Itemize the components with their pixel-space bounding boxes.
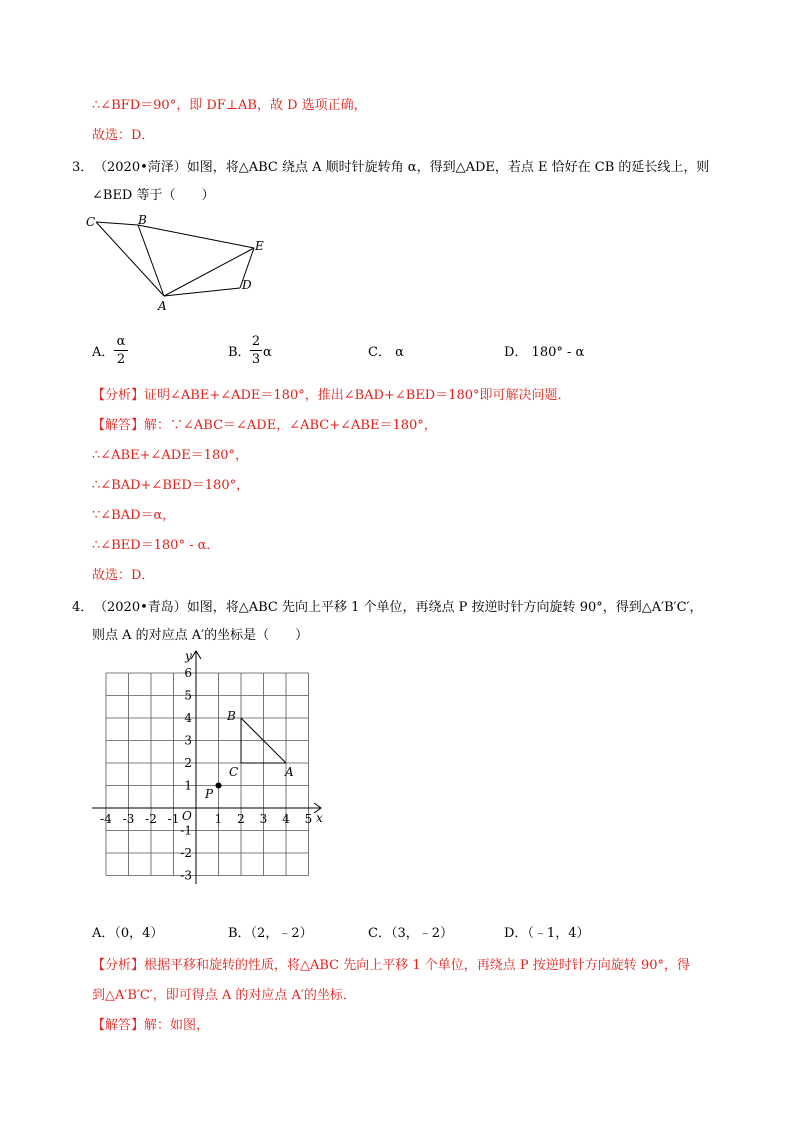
y-tick: 4 <box>184 711 192 725</box>
segment-cb <box>96 222 138 225</box>
q3-solution-3: ∴∠BAD+∠BED＝180°， <box>92 478 250 493</box>
y-tick: 6 <box>184 666 192 680</box>
q4-analysis-line2: 到△A′B′C′，即可得点 A 的对应点 A′的坐标． <box>92 988 356 1003</box>
q3-option-b-label: B． <box>228 345 251 360</box>
q3-option-a-label: A． <box>92 345 115 360</box>
q4-option-b: B．（2，﹣2） <box>228 926 313 941</box>
q3-option-b-tail: α <box>263 345 272 360</box>
x-tick: 5 <box>304 812 313 826</box>
segment-ba <box>138 225 164 296</box>
segment-ad <box>164 288 240 296</box>
x-tick: -4 <box>100 812 112 826</box>
prev-conclusion: ∴∠BFD＝90°，即 DF⊥AB，故 D 选项正确， <box>92 98 367 113</box>
q3-option-d: D． 180° - α <box>504 345 585 360</box>
q3-analysis: 【分析】证明∠ABE+∠ADE＝180°，推出∠BAD+∠BED＝180°即可解决问题． <box>92 388 571 403</box>
x-tick-labels <box>100 812 312 826</box>
x-tick: -3 <box>122 812 135 826</box>
q4-stem-line1: （2020•青岛）如图，将△ABC 先向上平移 1 个单位，再绕点 P 按逆时针方向旋转 90°，得到△A′B′C′， <box>94 600 703 615</box>
fraction-numerator: α <box>116 334 126 349</box>
y-tick: 2 <box>184 756 192 770</box>
fraction-numerator: 2 <box>251 334 261 349</box>
q3-figure <box>82 210 282 315</box>
label-e: E <box>255 239 264 253</box>
q3-option-a-fraction <box>114 334 128 367</box>
label-x-axis: x <box>316 811 323 825</box>
segment-ae <box>164 248 254 296</box>
q4-option-a: A．（0，4） <box>92 926 164 941</box>
q3-option-c: C． α <box>368 345 404 360</box>
segment-ca <box>96 222 164 296</box>
q4-number: 4． <box>72 600 94 615</box>
grid-lines <box>106 673 309 876</box>
prev-answer: 故选：D． <box>92 128 155 143</box>
y-tick-labels <box>180 666 192 883</box>
q4-stem-line2: 则点 A 的对应点 A′的坐标是（ ） <box>92 628 309 643</box>
point-p <box>216 783 222 789</box>
q4-option-d: D．（﹣1，4） <box>504 926 590 941</box>
y-tick: -3 <box>180 868 192 883</box>
y-tick: -2 <box>180 846 192 860</box>
x-tick: -2 <box>145 812 157 826</box>
q3-solution-1: 【解答】解：∵∠ABC＝∠ADE，∠ABC+∠ABE＝180°， <box>92 418 437 433</box>
q3-stem-line1: （2020•菏泽）如图，将△ABC 绕点 A 顺时针旋转角 α，得到△ADE，若点 E 恰好在 CB 的延长线上，则 <box>94 160 710 175</box>
y-tick: 3 <box>184 733 192 748</box>
y-tick: 5 <box>184 688 192 703</box>
label-a: A <box>158 299 167 313</box>
q4-solution-start: 【解答】解：如图， <box>92 1018 210 1033</box>
label-y-axis: y <box>185 649 192 663</box>
label-b: B <box>138 213 147 227</box>
q3-stem-line2: ∠BED 等于（ ） <box>92 188 215 203</box>
q3-option-b-fraction <box>250 334 262 367</box>
q4-option-c: C．（3，﹣2） <box>368 926 453 941</box>
y-tick: -1 <box>180 823 192 838</box>
label-b: B <box>227 709 236 723</box>
label-a: A <box>285 765 294 779</box>
q3-solution-4: ∵∠BAD＝α， <box>92 508 176 523</box>
q3-solution-5: ∴∠BED＝180° - α． <box>92 538 220 553</box>
x-tick: 3 <box>259 812 268 826</box>
x-tick: 1 <box>214 812 223 826</box>
q4-analysis-line1: 【分析】根据平移和旋转的性质，将△ABC 先向上平移 1 个单位，再绕点 P 按逆时针方向旋转 90°，得 <box>92 958 690 973</box>
label-c: C <box>229 765 239 779</box>
x-tick: 4 <box>282 812 290 826</box>
q3-solution-2: ∴∠ABE+∠ADE＝180°， <box>92 448 248 463</box>
x-tick: -1 <box>167 812 180 826</box>
x-tick: 2 <box>237 812 245 826</box>
segment-be <box>138 225 254 248</box>
y-tick: 1 <box>184 778 192 793</box>
q3-number: 3． <box>72 160 94 175</box>
fraction-denominator: 2 <box>116 352 126 367</box>
fraction-denominator: 3 <box>251 352 261 367</box>
q4-grid-figure <box>86 648 336 888</box>
label-d: D <box>242 278 252 292</box>
label-c: C <box>86 215 96 229</box>
label-origin: O <box>182 809 192 823</box>
q3-answer: 故选：D． <box>92 568 155 583</box>
label-p: P <box>205 787 214 801</box>
